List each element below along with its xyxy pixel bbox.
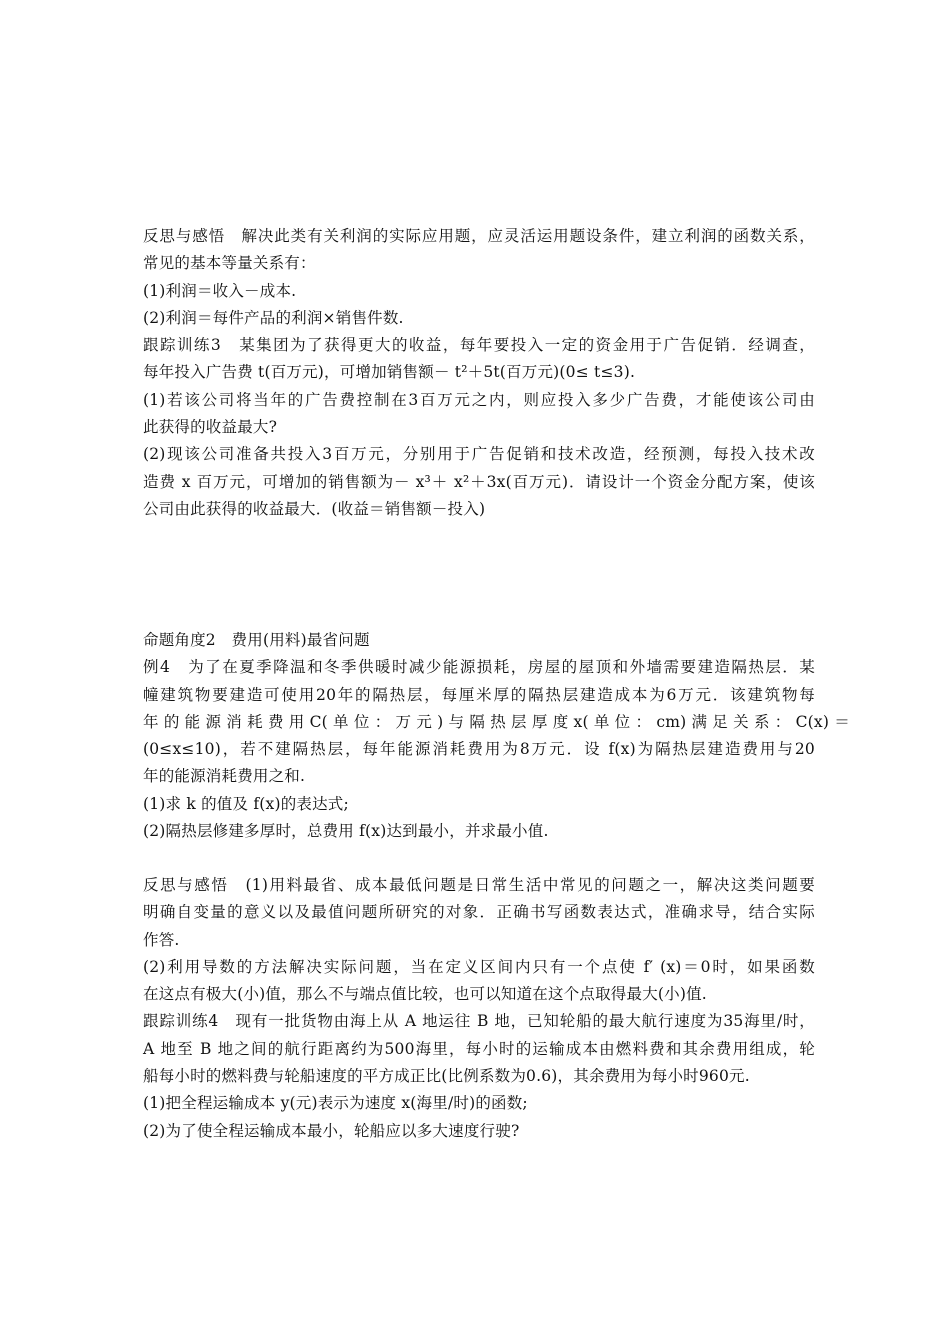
text-line: 在这点有极大(小)值，那么不与端点值比较，也可以知道在这个点取得最大(小)值.: [143, 985, 707, 1004]
text-line: 年的能源消耗费用之和.: [143, 767, 306, 786]
text-line: (2)为了使全程运输成本最小，轮船应以多大速度行驶?: [143, 1121, 520, 1140]
text-line: 常见的基本等量关系有：: [143, 254, 316, 273]
text-line: 每年投入广告费 t(百万元)，可增加销售额－ t²＋5t(百万元)(0≤ t≤3).: [143, 363, 636, 382]
text-line: (1)利润＝收入－成本.: [143, 281, 297, 300]
text-line: (2)现该公司准备共投入3百万元，分别用于广告促销和技术改造，经预测，每投入技术改: [143, 445, 815, 464]
text-line: (2)利用导数的方法解决实际问题，当在定义区间内只有一个点使 f′ (x)＝0时，如果函数: [143, 957, 816, 976]
text-line: (1)把全程运输成本 y(元)表示为速度 x(海里/时)的函数;: [143, 1094, 528, 1113]
text-line: (0≤x≤10)，若不建隔热层，每年能源消耗费用为8万元．设 f(x)为隔热层建造费用与20: [143, 740, 815, 759]
text-line: 船每小时的燃料费与轮船速度的平方成正比(比例系数为0.6)，其余费用为每小时960元.: [143, 1067, 750, 1086]
text-line: 反思与感悟 (1)用料最省、成本最低问题是日常生活中常见的问题之一，解决这类问题要: [143, 876, 815, 894]
section-heading: 命题角度2 费用(用料)最省问题: [143, 631, 370, 649]
text-line: 例4 为了在夏季降温和冬季供暖时减少能源损耗，房屋的屋顶和外墙需要建造隔热层．某: [143, 658, 815, 677]
text-line: 年 的 能 源 消 耗 费 用 C( 单 位 ： 万 元 ) 与 隔 热 层 厚 度 x( 单 位 ： cm) 满 足 关 系 ： C(x) ＝: [143, 712, 850, 731]
text-line: 跟踪训练4 现有一批货物由海上从 A 地运往 B 地，已知轮船的最大航行速度为35海里/时，: [143, 1012, 815, 1031]
text-line: 此获得的收益最大?: [143, 418, 278, 437]
text-line: (1)求 k 的值及 f(x)的表达式;: [143, 794, 349, 813]
text-line: 跟踪训练3 某集团为了获得更大的收益，每年要投入一定的资金用于广告促销．经调查，: [143, 336, 815, 355]
text-line: 作答.: [143, 930, 180, 949]
text-line: 明确自变量的意义以及最值问题所研究的对象．正确书写函数表达式，准确求导，结合实际: [143, 903, 815, 922]
text-line: A 地至 B 地之间的航行距离约为500海里，每小时的运输成本由燃料费和其余费用组成，轮: [143, 1039, 815, 1058]
text-line: 公司由此获得的收益最大．(收益＝销售额－投入): [143, 499, 486, 518]
cost-minimization-example-section: [143, 627, 850, 845]
text-line: 造费 x 百万元，可增加的销售额为－ x³＋ x²＋3x(百万元)．请设计一个资金分配方案，使该: [143, 472, 815, 491]
text-line: (2)隔热层修建多厚时，总费用 f(x)达到最小，并求最小值.: [143, 822, 549, 841]
text-line: 幢建筑物要建造可使用20年的隔热层，每厘米厚的隔热层建造成本为6万元．该建筑物每: [143, 685, 815, 704]
text-line: (2)利润＝每件产品的利润×销售件数.: [143, 308, 404, 327]
text-line: 反思与感悟 解决此类有关利润的实际应用题，应灵活运用题设条件，建立利润的函数关系，: [143, 227, 815, 245]
cost-reflection-and-training-section: [143, 872, 815, 1145]
profit-reflection-section: [143, 223, 815, 523]
text-line: (1)若该公司将当年的广告费控制在3百万元之内，则应投入多少广告费，才能使该公司由: [143, 390, 815, 409]
